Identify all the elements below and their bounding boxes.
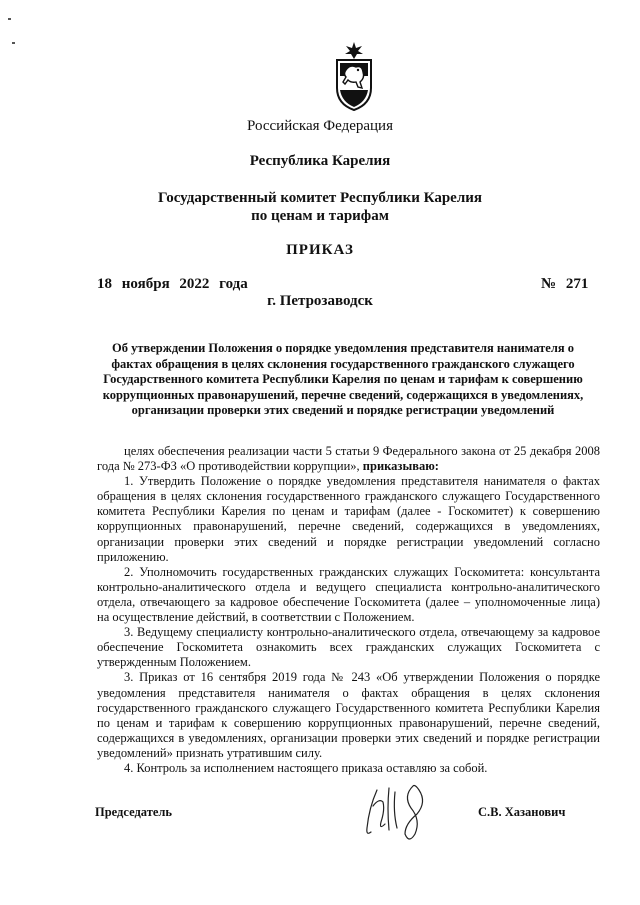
- scan-mark: [8, 18, 11, 20]
- scan-mark: [12, 42, 15, 44]
- document-date: 18 ноября 2022 года: [97, 276, 248, 292]
- signatory-title: Председатель: [95, 805, 173, 819]
- document-number: № 271: [541, 276, 589, 292]
- item-3b: 3. Приказ от 16 сентября 2019 года № 243 «Об утверждении Положения о порядке уведомления представителя нанимателя о фактах обращения в целях склонения государственного гражданского служащего Государственного комитета Республики Карелия по ценам и тарифам к совершению коррупционных правонарушений, перечне сведений, содержащихся в уведомлениях, организации проверки этих сведений и порядке регистрации уведомлений» признать утратившим силу.: [97, 670, 600, 760]
- item-2: 2. Уполномочить государственных гражданских служащих Госкомитета: консультанта контрольно-аналитического отдела и ведущего специалиста контрольно-аналитического отдела, отвечающего за кадровое обеспечение Госкомитета (далее – уполномоченные лица) на осуществление действий, в соответствии с Положением.: [97, 564, 600, 625]
- document-subject: Об утверждении Положения о порядке уведомления представителя нанимателя о фактах обращения в целях склонения государственного гражданского служащего Государственного комитета Республики Карелия по ценам и тарифам к совершению коррупционных правонарушений, перечне сведений, содержащихся в уведомлениях, организации проверки этих сведений и порядке регистрации уведомлений: [102, 341, 584, 418]
- document-type: ПРИКАЗ: [286, 242, 354, 258]
- coat-of-arms-karelia-icon: [332, 40, 376, 112]
- signatory-name: С.В. Хазанович: [478, 805, 566, 819]
- committee-line1: Государственный комитет Республики Карелия: [158, 190, 482, 206]
- committee-heading: [0, 189, 640, 225]
- republic-heading: Республика Карелия: [249, 153, 391, 169]
- item-3: 3. Ведущему специалисту контрольно-аналитического отдела, отвечающему за кадровое обеспечение Госкомитета ознакомить всех гражданских служащих Госкомитета с утвержденным Положением.: [97, 625, 600, 670]
- item-4: 4. Контроль за исполнением настоящего приказа оставляю за собой.: [124, 760, 488, 775]
- intro-text: целях обеспечения реализации части 5 статьи 9 Федерального закона от 25 декабря 2008 года № 273-ФЗ «О противодействии коррупции»,: [97, 444, 600, 474]
- document-city: г. Петрозаводск: [267, 293, 373, 309]
- federation-heading: Российская Федерация: [247, 118, 393, 134]
- handwritten-signature-icon: [355, 778, 445, 848]
- intro-order-word: приказываю:: [362, 459, 439, 474]
- document-body: [97, 444, 600, 776]
- intro-paragraph: [97, 444, 600, 474]
- committee-line2: по ценам и тарифам: [251, 208, 389, 224]
- item-1: 1. Утвердить Положение о порядке уведомления представителя нанимателя о фактах обращения в целях склонения государственного гражданского служащего Государственного комитета Республики Карелия по ценам и тарифам (далее - Госкомитет) к совершению коррупционных правонарушений, перечне сведений, содержащихся в уведомлениях, организации проверки этих сведений и порядке регистрации уведомлений согласно приложению.: [97, 474, 600, 564]
